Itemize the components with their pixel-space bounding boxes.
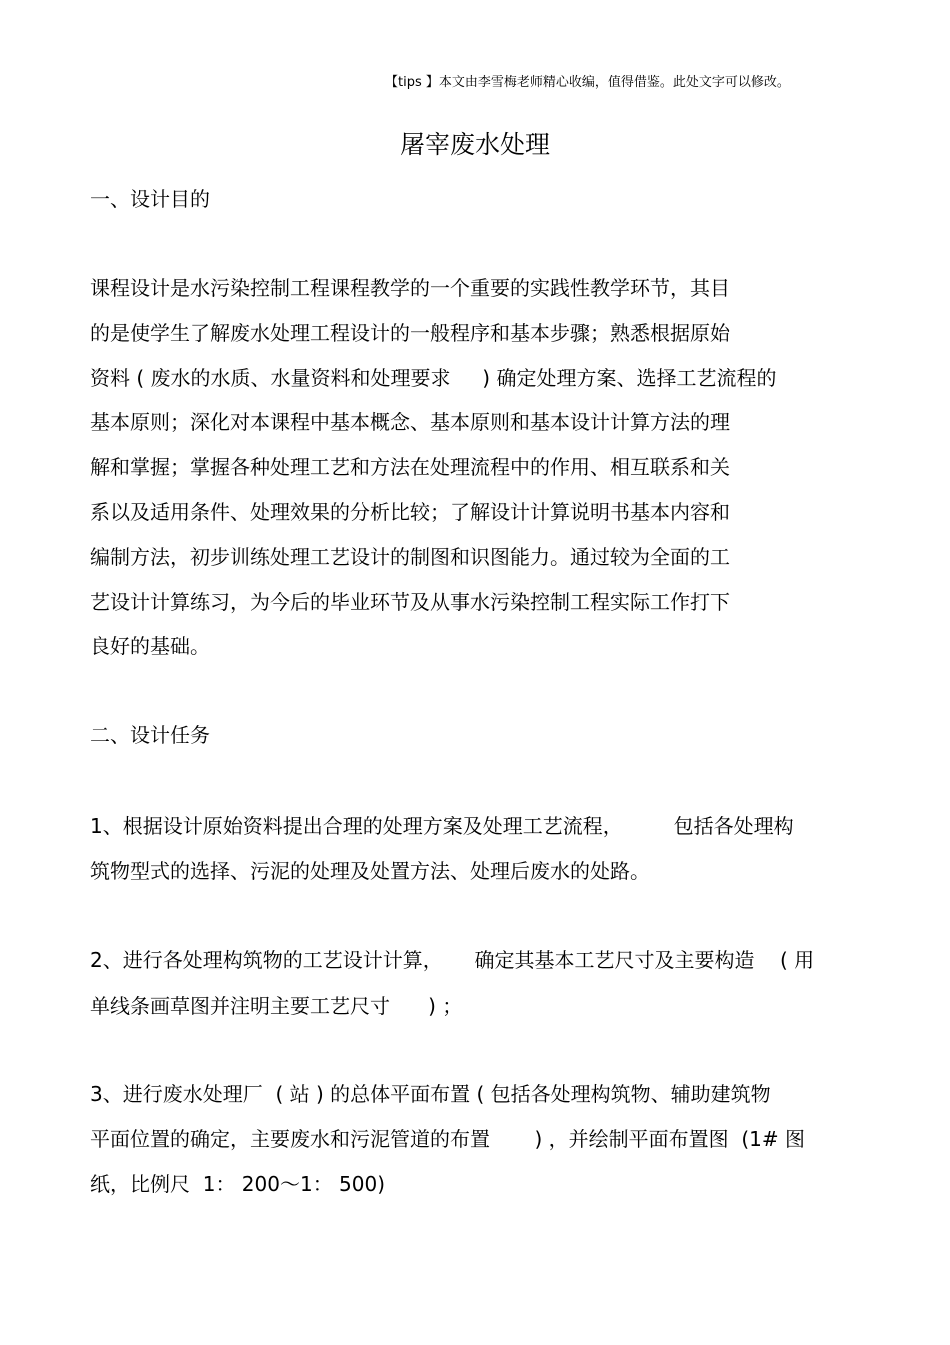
section-1-heading: 一、设计目的 xyxy=(90,187,210,211)
paragraph-line: 良好的基础。 xyxy=(90,634,210,658)
paragraph-line: 资料 ( 废水的水质、水量资料和处理要求 ) 确定处理方案、选择工艺流程的 xyxy=(90,366,777,390)
task-line: 平面位置的确定，主要废水和污泥管道的布置 ) ，并绘制平面布置图 (1# 图 xyxy=(90,1127,806,1151)
paragraph-line: 的是使学生了解废水处理工程设计的一般程序和基本步骤；熟悉根据原始 xyxy=(90,321,730,345)
task-line: 单线条画草图并注明主要工艺尺寸 ) ； xyxy=(90,994,463,1018)
task-line: 1、根据设计原始资料提出合理的处理方案及处理工艺流程， 包括各处理构 xyxy=(90,814,794,838)
paragraph-line: 解和掌握；掌握各种处理工艺和方法在处理流程中的作用、相互联系和关 xyxy=(90,455,730,479)
paragraph-line: 系以及适用条件、处理效果的分析比较；了解设计计算说明书基本内容和 xyxy=(90,500,730,524)
task-line: 筑物型式的选择、污泥的处理及处置方法、处理后废水的处路。 xyxy=(90,859,650,883)
paragraph-line: 艺设计计算练习，为今后的毕业环节及从事水污染控制工程实际工作打下 xyxy=(90,590,730,614)
document-title: 屠宰废水处理 xyxy=(399,130,550,159)
paragraph-line: 基本原则；深化对本课程中基本概念、基本原则和基本设计计算方法的理 xyxy=(90,410,730,434)
task-line: 2、进行各处理构筑物的工艺设计计算， 确定其基本工艺尺寸及主要构造 ( 用 xyxy=(90,948,815,972)
section-2-heading: 二、设计任务 xyxy=(90,723,210,747)
paragraph-line: 课程设计是水污染控制工程课程教学的一个重要的实践性教学环节，其目 xyxy=(90,276,730,300)
tips-note: 【tips 】本文由李雪梅老师精心收编，值得借鉴。此处文字可以修改。 xyxy=(385,75,790,90)
task-line: 3、进行废水处理厂 ( 站 ) 的总体平面布置 ( 包括各处理构筑物、辅助建筑物 xyxy=(90,1082,771,1106)
paragraph-line: 编制方法，初步训练处理工艺设计的制图和识图能力。通过较为全面的工 xyxy=(90,545,730,569)
task-line: 纸，比例尺 1： 200～1： 500) xyxy=(90,1172,386,1196)
